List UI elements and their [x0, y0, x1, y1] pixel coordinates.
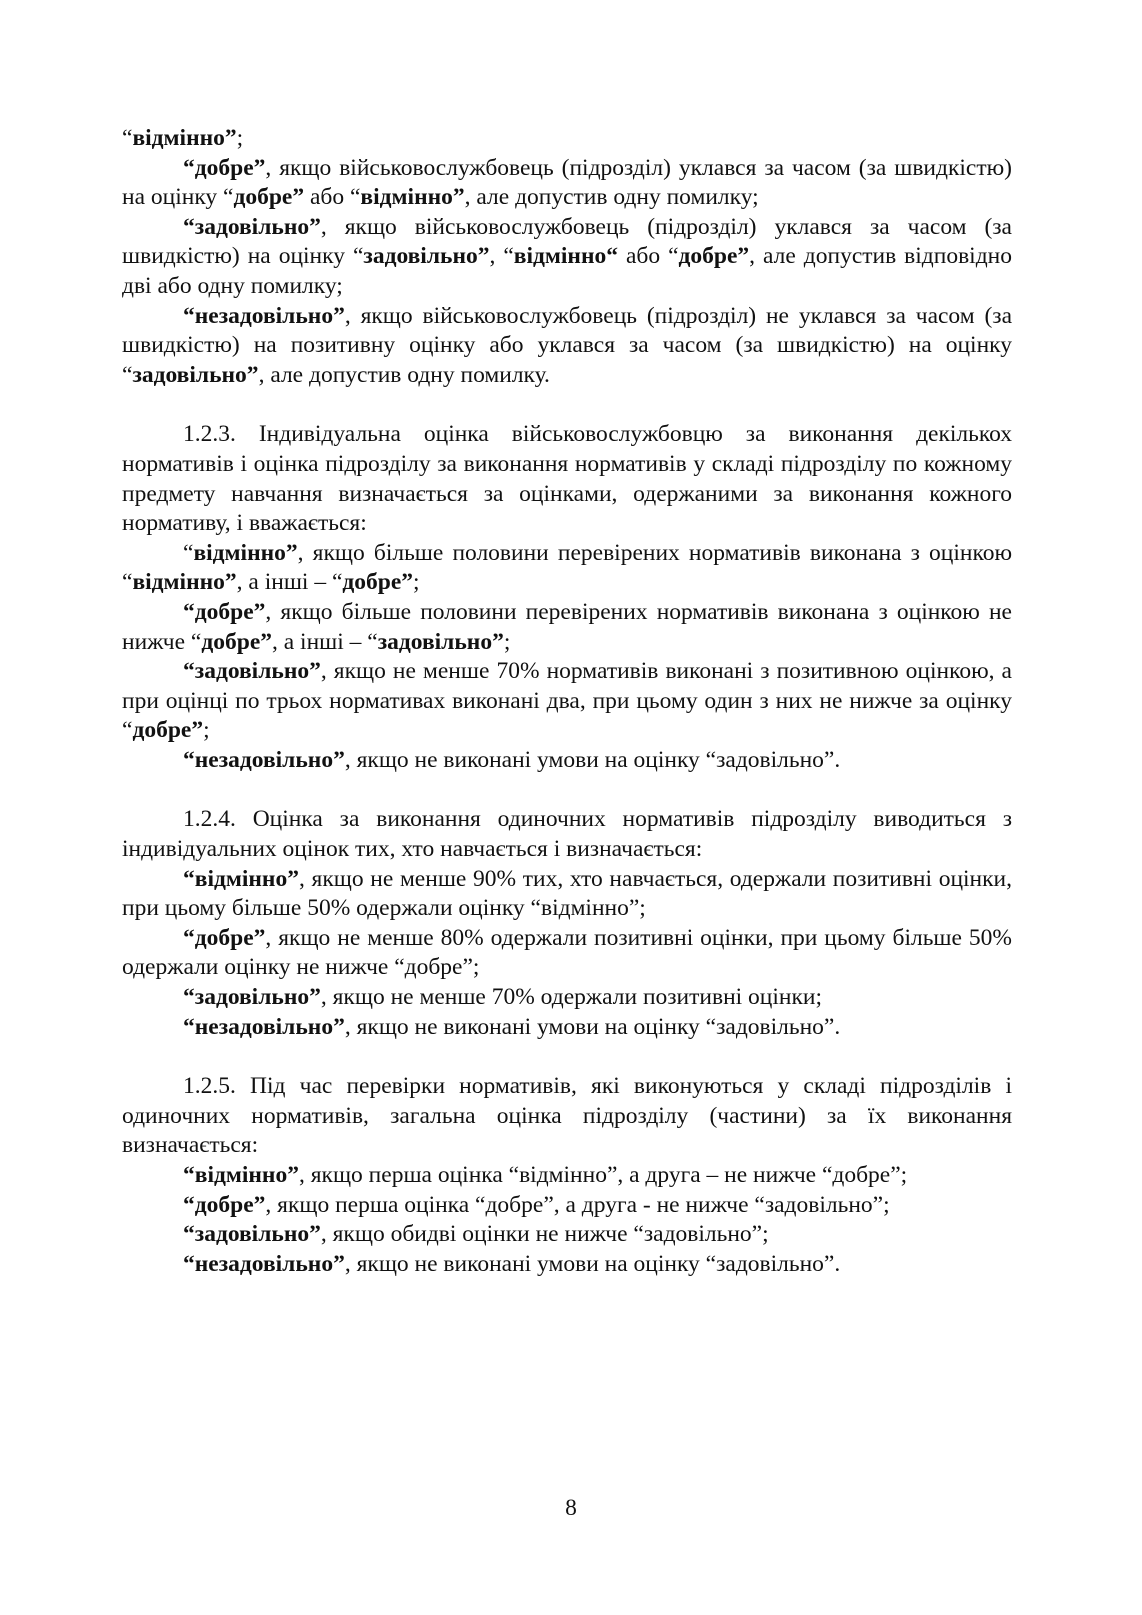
paragraph — [122, 598, 1012, 657]
text-run: , якщо перша оцінка “добре”, а друга - не нижче “задовільно”; — [265, 1191, 890, 1218]
text-run: ; — [203, 717, 210, 744]
paragraph — [122, 1072, 1012, 1161]
text-run: , якщо військовослужбовець (підрозділ) не уклався за часом (за швидкістю) на позитивну оцінку або уклався за часом (за швидкістю) на оцінку “ — [122, 302, 1012, 388]
bold-text-run: “відмінно” — [183, 865, 299, 892]
bold-text-run: відмінно” — [132, 125, 237, 151]
text-run: або “ — [304, 184, 361, 211]
paragraph — [122, 657, 1012, 746]
text-run: , якщо не виконані умови на оцінку “задовільно”. — [344, 1250, 841, 1277]
text-run: , а інші – “ — [272, 628, 378, 655]
paragraph — [122, 1250, 1012, 1280]
bold-text-run: “незадовільно” — [183, 302, 345, 329]
paragraph — [122, 124, 1012, 154]
paragraph — [122, 420, 1012, 538]
bold-text-run: “незадовільно” — [183, 1250, 345, 1277]
paragraph — [122, 805, 1012, 864]
bold-text-run: добре” — [342, 569, 414, 596]
bold-text-run: добре” — [201, 628, 272, 655]
bold-text-run: “задовільно” — [183, 213, 321, 240]
text-run: , “ — [489, 243, 514, 270]
text-run: , якщо більше половини перевірених нормативів виконана з оцінкою не нижче “ — [122, 598, 1012, 655]
text-run: , але допустив відповідно дві або одну помилку; — [122, 243, 1012, 299]
text-run: 1.2.3. Індивідуальна оцінка військовослужбовцю за виконання декількох нормативів і оцінка підрозділу за виконання нормативів у складі підрозділу по кожному предмету навчання визначається за оцінками, одержаними за виконання кожного нормативу, і вважається: — [122, 421, 1012, 537]
paragraph — [122, 539, 1012, 598]
bold-text-run: “відмінно” — [183, 1162, 299, 1188]
paragraph — [122, 302, 1012, 391]
text-run: , якщо не менше 70% нормативів виконані з позитивною оцінкою, а при оцінці по трьох нормативах виконані два, при цьому один з них не нижче за оцінку “ — [122, 658, 1012, 744]
bold-text-run: “задовільно” — [183, 658, 321, 685]
bold-text-run: “незадовільно” — [183, 1013, 345, 1040]
text-run: 1.2.5. Під час перевірки нормативів, які виконуються у складі підрозділів і одиночних нормативів, загальна оцінка підрозділу (частини) за їх виконання визначається: — [122, 1073, 1012, 1159]
text-run: , але допустив одну помилку; — [464, 184, 759, 211]
bold-text-run: “незадовільно” — [183, 746, 345, 773]
text-run: , якщо військовослужбовець (підрозділ) уклався за часом (за швидкістю) на оцінку “ — [122, 154, 1012, 211]
paragraph — [122, 1161, 1012, 1191]
text-run: 1.2.4. Оцінка за виконання одиночних нормативів підрозділу виводиться з індивідуальних оцінок тих, хто навчається і визначається: — [122, 806, 1012, 863]
bold-text-run: “добре” — [183, 924, 266, 951]
document-body — [122, 124, 1012, 1279]
bold-text-run: “задовільно” — [183, 1221, 321, 1248]
paragraph — [122, 1220, 1012, 1250]
text-run: “ — [183, 539, 194, 566]
text-run: , якщо більше половини перевірених нормативів виконана з оцінкою “ — [122, 539, 1012, 596]
text-run: ; — [503, 628, 511, 655]
bold-text-run: добре” — [678, 243, 750, 270]
paragraph — [122, 1191, 1012, 1221]
paragraph — [122, 983, 1012, 1013]
bold-text-run: відмінно” — [193, 539, 298, 566]
paragraph — [122, 924, 1012, 983]
bold-text-run: відмінно” — [360, 184, 465, 211]
paragraph — [122, 154, 1012, 213]
bold-text-run: задовільно” — [132, 361, 259, 388]
bold-text-run: добре” — [233, 184, 305, 211]
text-run: , якщо не менше 80% одержали позитивні оцінки, при цьому більше 50% одержали оцінку не нижче “добре”; — [122, 924, 1012, 981]
text-run: , якщо не виконані умови на оцінку “задовільно”. — [344, 746, 841, 773]
bold-text-run: відмінно” — [132, 569, 237, 596]
bold-text-run: “задовільно” — [183, 984, 321, 1011]
paragraph — [122, 865, 1012, 924]
text-run: , якщо не менше 70% одержали позитивні оцінки; — [320, 984, 823, 1011]
text-run: , якщо військовослужбовець (підрозділ) уклався за часом (за швидкістю) на оцінку “ — [122, 213, 1012, 270]
paragraph — [122, 213, 1012, 302]
bold-text-run: задовільно” — [363, 243, 490, 270]
bold-text-run: відмінно“ — [513, 243, 619, 270]
paragraph — [122, 1013, 1012, 1043]
page-number: 8 — [565, 1495, 577, 1521]
bold-text-run: задовільно” — [377, 628, 504, 655]
text-run: “ — [122, 125, 133, 151]
text-run: , якщо не виконані умови на оцінку “задовільно”. — [344, 1013, 841, 1040]
text-run: ; — [413, 569, 420, 596]
text-run: ; — [236, 125, 244, 151]
bold-text-run: “добре” — [183, 1191, 266, 1218]
text-run: , якщо перша оцінка “відмінно”, а друга – не нижче “добре”; — [298, 1162, 908, 1188]
text-run: , якщо обидві оцінки не нижче “задовільно”; — [320, 1221, 769, 1248]
text-run: , але допустив одну помилку. — [258, 361, 550, 388]
bold-text-run: “добре” — [183, 154, 266, 181]
bold-text-run: “добре” — [183, 598, 266, 625]
paragraph — [122, 746, 1012, 776]
text-run: або “ — [618, 243, 679, 270]
bold-text-run: добре” — [132, 717, 204, 744]
text-run: , якщо не менше 90% тих, хто навчається, одержали позитивні оцінки, при цьому більше 50% одержали оцінку “відмінно”; — [122, 865, 1012, 922]
text-run: , а інші – “ — [236, 569, 343, 596]
